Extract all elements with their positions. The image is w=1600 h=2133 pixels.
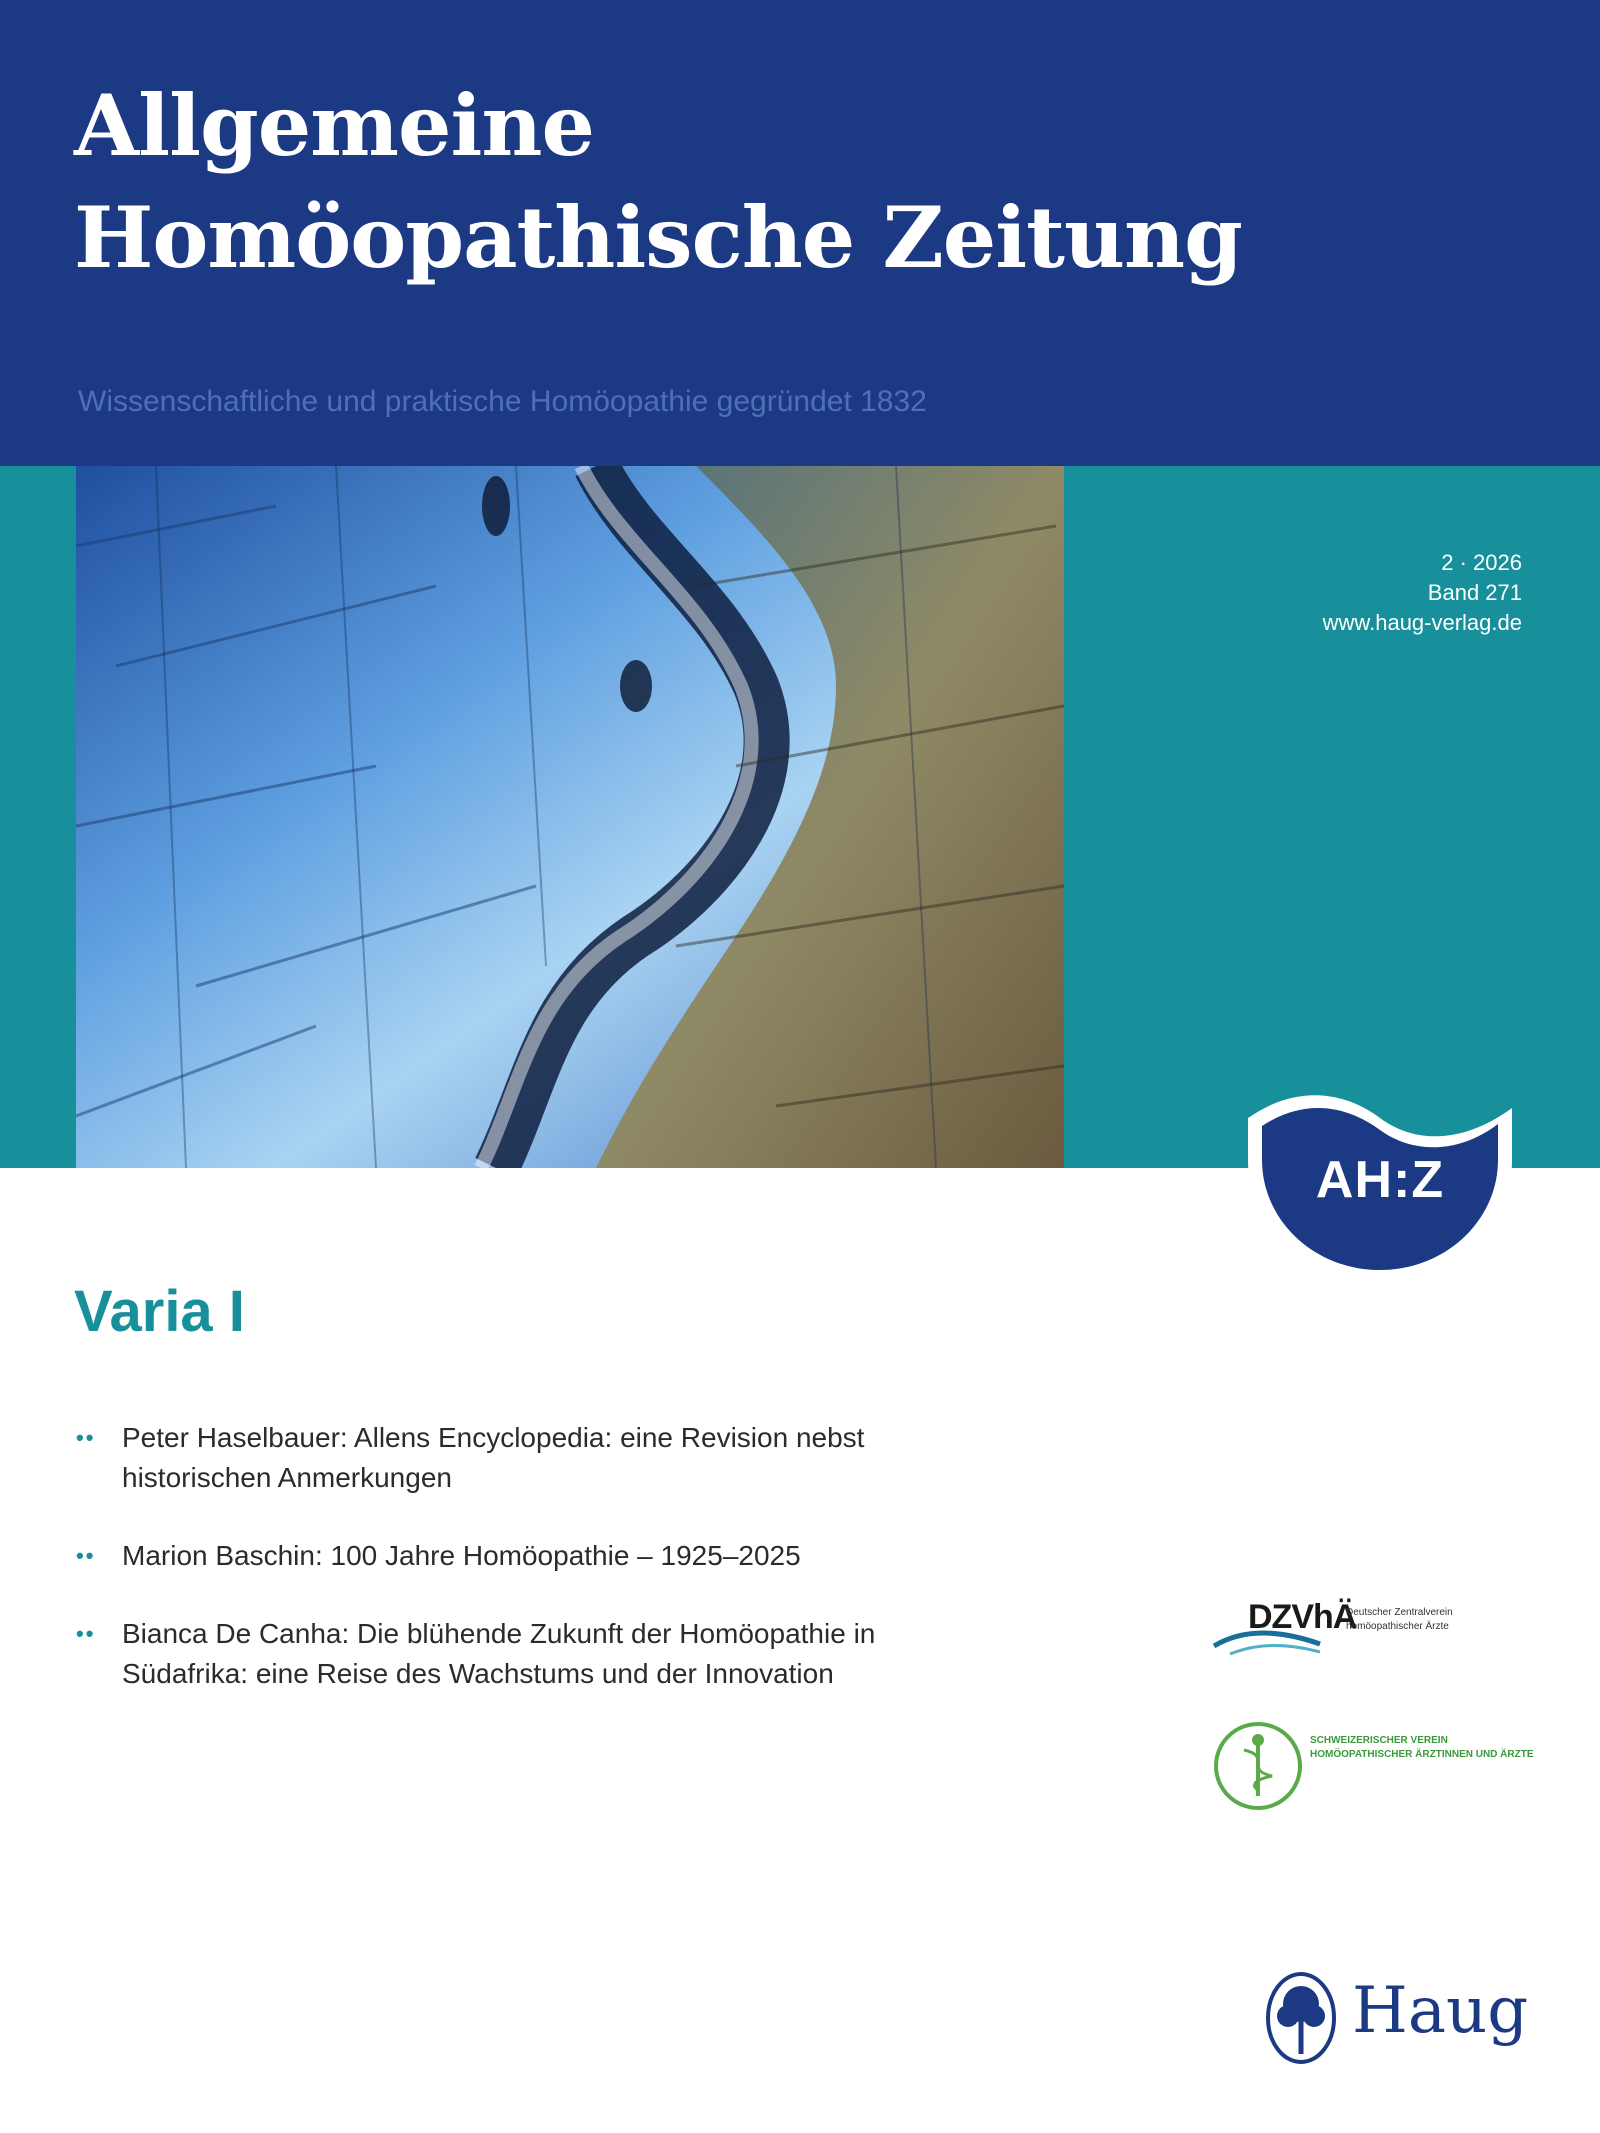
article-item[interactable] (74, 1536, 994, 1576)
article-text: Marion Baschin: 100 Jahre Homöopathie – 1925–2025 (122, 1540, 801, 1571)
journal-title (74, 70, 1242, 294)
publisher-name: Haug (1352, 1974, 1529, 2048)
svha-logo (1212, 1720, 1542, 1812)
dzvha-logo (1210, 1590, 1530, 1660)
article-item[interactable] (74, 1614, 994, 1694)
journal-subtitle: Wissenschaftliche und praktische Homöopathie gegründet 1832 (78, 385, 927, 418)
dzvha-mark: DZVhÄ (1248, 1598, 1357, 1636)
issue-number: 2 · 2026 (1441, 550, 1522, 575)
article-list (74, 1418, 994, 1732)
labradorite-image (76, 466, 1064, 1168)
journal-title-line-1: Allgemeine (74, 76, 594, 175)
publisher-logo (1264, 1966, 1544, 2066)
ahz-badge (1230, 1060, 1530, 1290)
article-text: Peter Haselbauer: Allens Encyclopedia: eine Revision nebst historischen Anmerkungen (122, 1422, 865, 1493)
tree-icon (1264, 1970, 1338, 2066)
section-heading: Varia I (74, 1279, 245, 1344)
caduceus-icon (1212, 1720, 1304, 1812)
cover-image (76, 466, 1064, 1168)
issue-info (1323, 548, 1522, 638)
bullet-icon: •• (76, 1425, 96, 1450)
badge-label: AH:Z (1315, 1151, 1445, 1209)
dzvha-text: Deutscher Zentralverein homöopathischer Ärzte (1346, 1607, 1453, 1632)
journal-title-line-2: Homöopathische Zeitung (74, 188, 1242, 287)
issue-volume: Band 271 (1427, 580, 1522, 605)
article-text: Bianca De Canha: Die blühende Zukunft der Homöopathie in Südafrika: eine Reise des Wachstums und der Innovation (122, 1618, 876, 1689)
publisher-website: www.haug-verlag.de (1322, 610, 1522, 635)
bullet-icon: •• (76, 1543, 96, 1568)
article-item[interactable] (74, 1418, 994, 1498)
svha-text: SCHWEIZERISCHER VEREIN HOMÖOPATHISCHER ÄRZTINNEN UND ÄRZTE (1310, 1735, 1534, 1760)
bullet-icon: •• (76, 1621, 96, 1646)
cover-header (0, 0, 1600, 466)
